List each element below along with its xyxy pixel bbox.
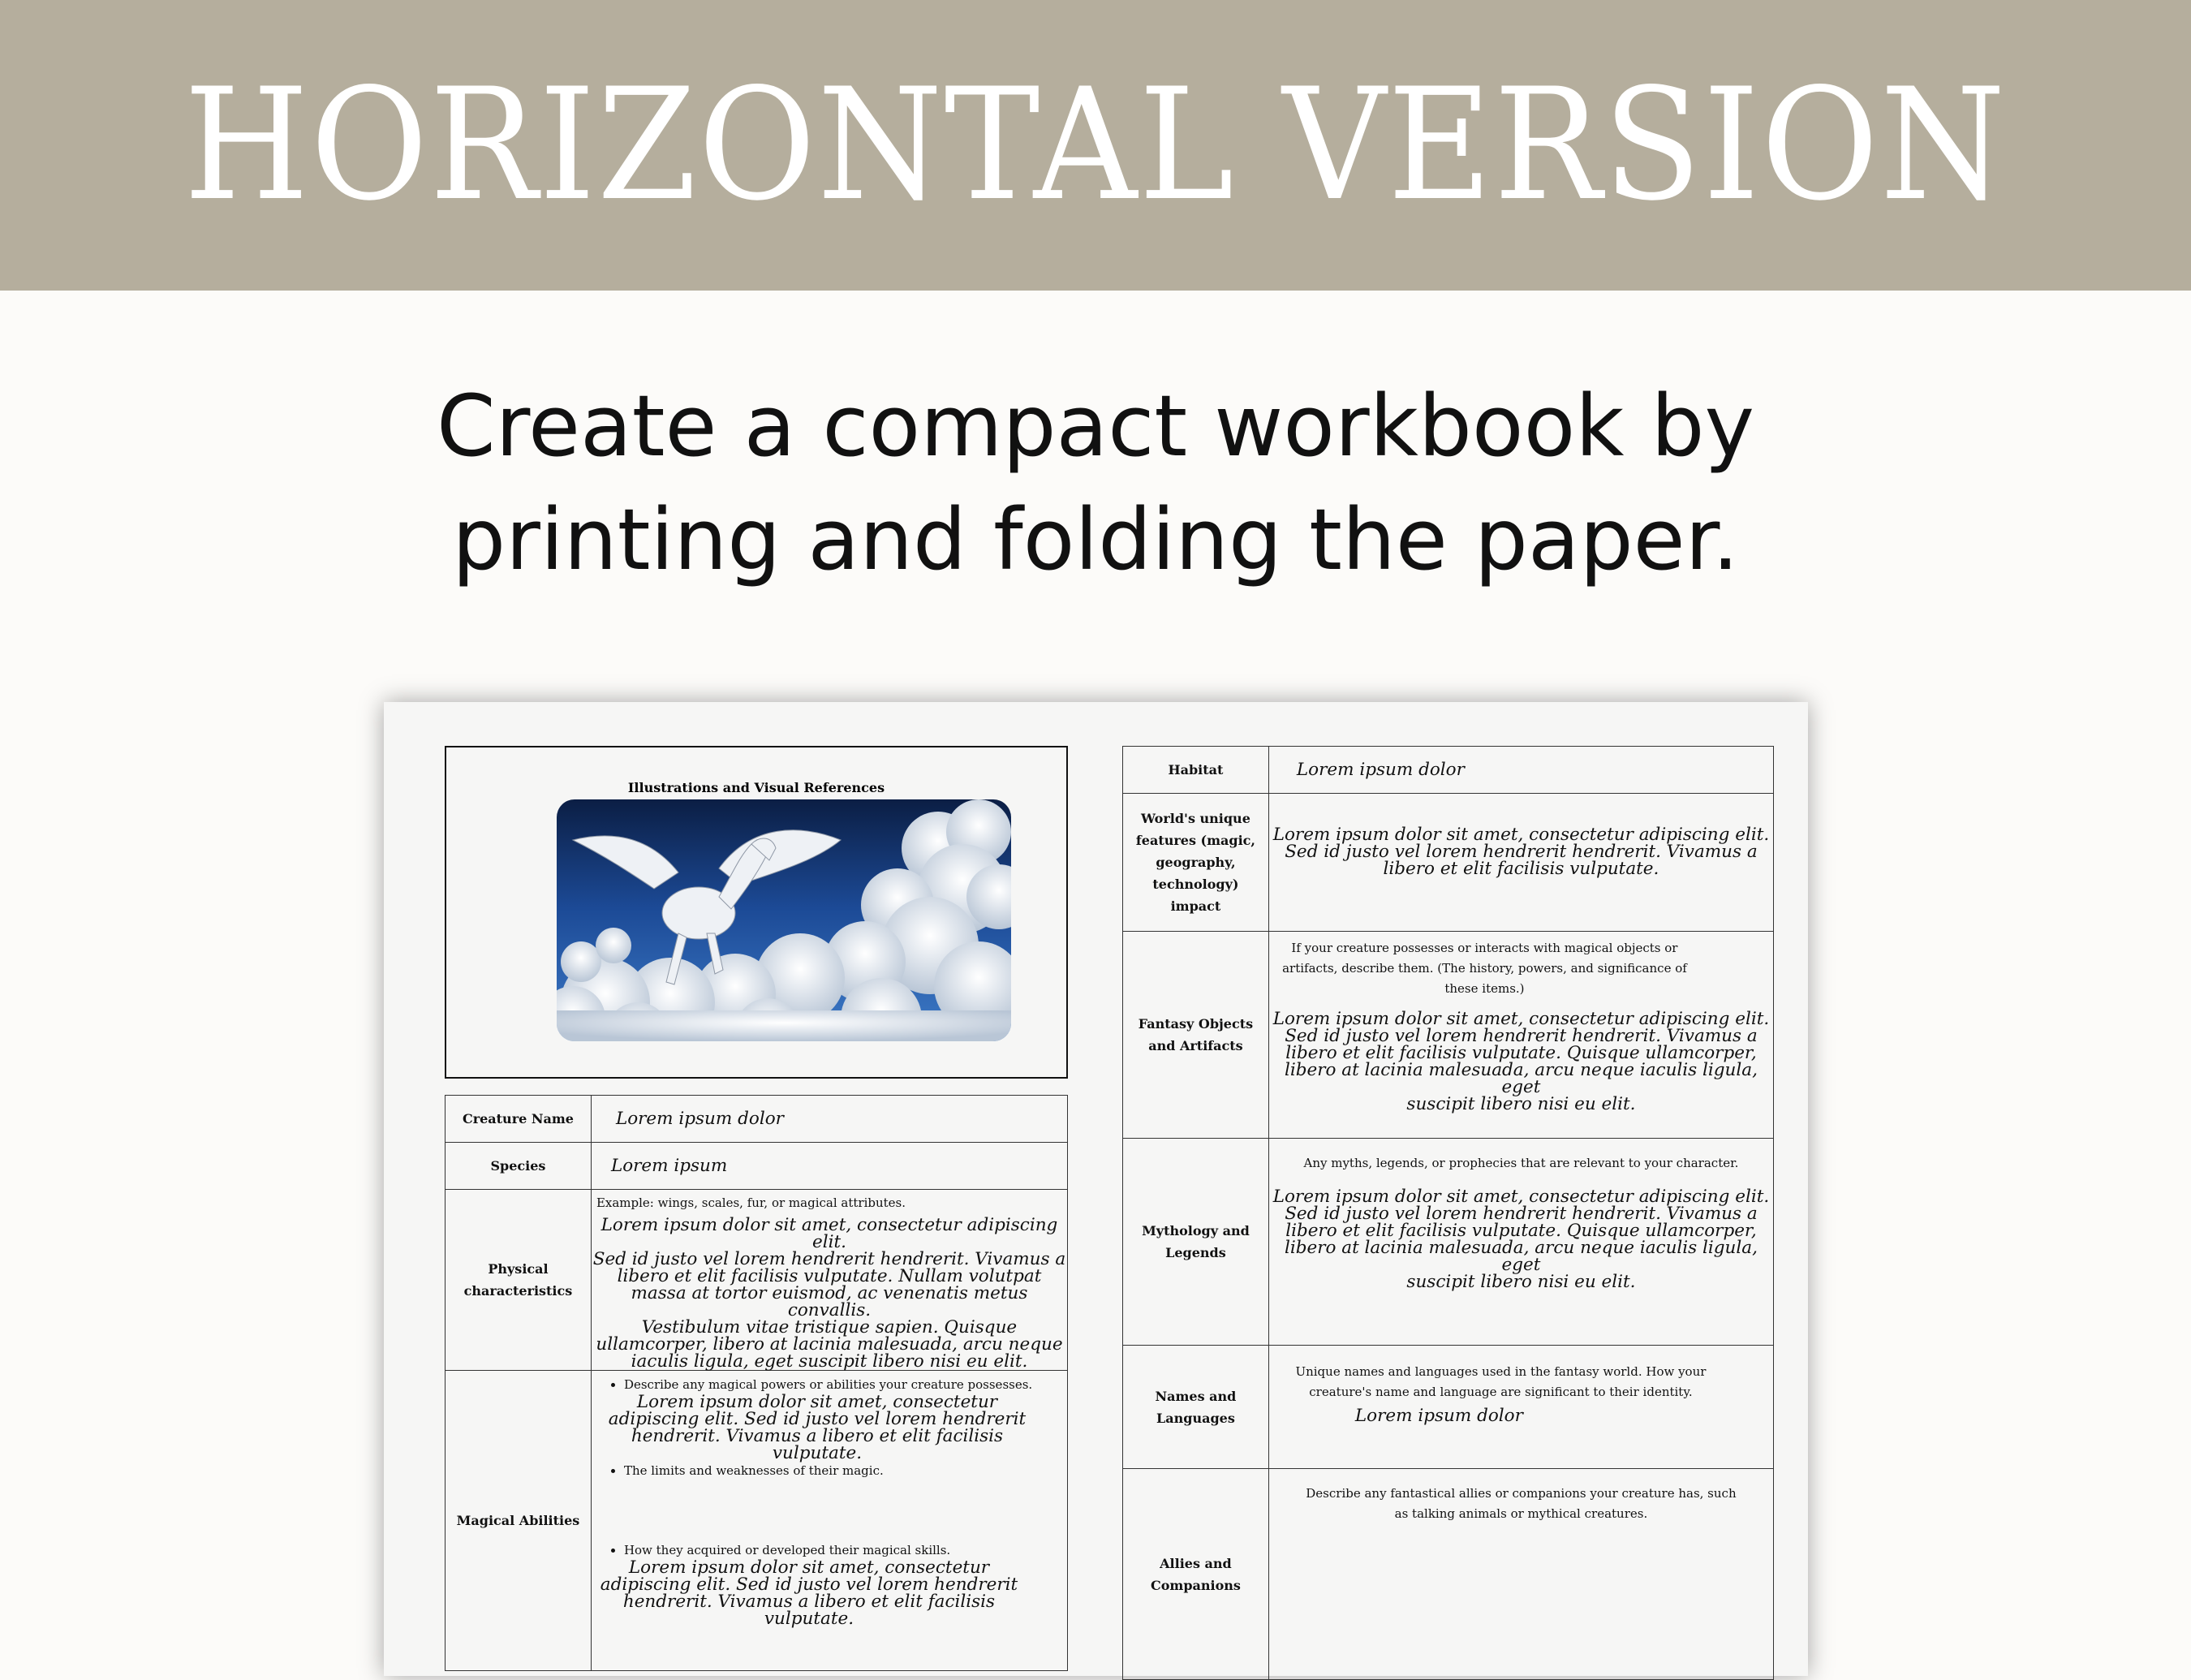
mythology-text-line: suscipit libero nisi eu elit. [1406,1272,1636,1292]
physical-text-line: massa at tortor euismod, ac venenatis metus convallis. [631,1283,1028,1320]
illustration-title: Illustrations and Visual References [627,780,885,795]
mythology-text-line: Sed id justo vel lorem hendrerit hendrerit. Vivamus a [1285,1204,1758,1224]
allies-label-line-1: Allies and [1160,1555,1232,1571]
subtitle-line-1: Create a compact workbook by [436,377,1755,476]
objects-text-line: libero at lacinia malesuada, arcu neque iaculis ligula, eget [1284,1060,1758,1097]
magical-list-1 [592,1371,1067,1394]
magical-label: Magical Abilities [446,1371,592,1671]
magical-text-line: Lorem ipsum dolor sit amet, consectetur [636,1392,998,1412]
magical-bullet-2: • The limits and weaknesses of their magic. [624,1462,1067,1480]
workbook-sheet [384,702,1808,1676]
habitat-label: Habitat [1123,747,1269,794]
mythology-text-line: libero et elit facilisis vulputate. Quisque ullamcorper, [1285,1221,1757,1241]
magical-text-1 [592,1394,1067,1462]
world-label [1123,794,1269,932]
world-row [1123,794,1774,932]
magical-text-line: vulputate. [764,1609,854,1629]
objects-label-line-2: and Artifacts [1148,1038,1243,1053]
mythology-hint: Any myths, legends, or prophecies that are relevant to your character. [1303,1156,1739,1170]
magical-row [446,1371,1068,1671]
mythology-text-line: libero at lacinia malesuada, arcu neque iaculis ligula, eget [1284,1238,1758,1275]
mythology-text [1269,1174,1773,1290]
creature-name-label: Creature Name [446,1096,592,1143]
physical-hint: Example: wings, scales, fur, or magical attributes. [596,1195,906,1210]
physical-text-line: libero et elit facilisis vulputate. Nullam volutpat [617,1266,1042,1286]
illustration-box [445,746,1068,1079]
physical-label-line-1: Physical [488,1261,549,1277]
magical-text-line: Lorem ipsum dolor sit amet, consectetur [628,1557,990,1578]
world-label-line: technology) [1152,877,1239,892]
physical-text [592,1213,1067,1370]
world-label-line: impact [1170,898,1221,914]
magical-text-line: adipiscing elit. Sed id justo vel lorem hendrerit [600,1574,1018,1595]
names-label [1123,1346,1269,1469]
banner-title: HORIZONTAL VERSION [183,55,2008,235]
objects-row [1123,932,1774,1139]
objects-text-line: libero et elit facilisis vulputate. Quisque ullamcorper, [1285,1043,1757,1063]
allies-row [1123,1469,1774,1680]
world-text [1269,826,1773,877]
magical-text-3 [592,1559,1067,1627]
header-banner [0,0,2191,291]
physical-text-line: iaculis ligula, eget suscipit libero nisi eu elit. [631,1351,1028,1372]
objects-label-line-1: Fantasy Objects [1138,1016,1254,1032]
subtitle [0,369,2191,597]
physical-label [446,1190,592,1371]
magical-text-line: hendrerit. Vivamus a libero et elit facilisis [631,1426,1004,1446]
allies-label [1123,1469,1269,1680]
mythology-label-line-1: Mythology and [1142,1223,1250,1238]
objects-text [1269,999,1773,1113]
habitat-value: Lorem ipsum dolor [1296,760,1465,780]
names-value: Lorem ipsum dolor [1354,1406,1523,1426]
world-text-line: Lorem ipsum dolor sit amet, consectetur adipiscing elit. [1272,825,1770,845]
world-label-line: features (magic, [1135,833,1255,848]
subtitle-line-2: printing and folding the paper. [452,490,1739,589]
objects-text-line: Lorem ipsum dolor sit amet, consectetur adipiscing elit. [1272,1009,1770,1029]
objects-hint-line: artifacts, describe them. (The history, powers, and significance of [1282,961,1687,976]
allies-hint-line: Describe any fantastical allies or companions your creature has, such [1306,1486,1737,1501]
names-hint [1269,1362,1773,1402]
magical-text-line: adipiscing elit. Sed id justo vel lorem hendrerit [608,1409,1027,1429]
creature-name-row [446,1096,1068,1143]
physical-text-line: Lorem ipsum dolor sit amet, consectetur adipiscing elit. [600,1215,1058,1252]
world-label-line: World's unique [1141,811,1250,826]
mythology-label-line-2: Legends [1165,1245,1226,1260]
magical-bullet-3: • How they acquired or developed their magical skills. [624,1541,1067,1559]
objects-text-line: suscipit libero nisi eu elit. [1406,1094,1636,1114]
species-value: Lorem ipsum [610,1156,728,1176]
mythology-row [1123,1139,1774,1346]
objects-hint-line: these items.) [1444,981,1525,996]
magical-text-line: vulputate. [772,1443,863,1463]
world-text-line: libero et elit facilisis vulputate. [1383,859,1659,879]
physical-row [446,1190,1068,1371]
names-row [1123,1346,1774,1469]
physical-text-line: Vestibulum vitae tristique sapien. Quisque [641,1317,1018,1338]
creature-table [445,1095,1068,1671]
mythology-cell[interactable] [1268,1139,1773,1346]
magical-list-2 [592,1462,1067,1480]
names-label-line-2: Languages [1156,1410,1235,1426]
creature-name-cell[interactable] [591,1096,1067,1143]
magical-bullet-1: • Describe any magical powers or abilities your creature possesses. [624,1376,1067,1394]
allies-cell[interactable] [1268,1469,1773,1680]
objects-cell[interactable] [1268,932,1773,1139]
magical-text-line: hendrerit. Vivamus a libero et elit facilisis [622,1592,996,1612]
magical-list-3 [592,1541,1067,1559]
creature-name-value: Lorem ipsum dolor [615,1109,784,1129]
species-cell[interactable] [591,1143,1067,1190]
world-text-line: Sed id justo vel lorem hendrerit hendrerit. Vivamus a [1285,842,1758,862]
physical-label-line-2: characteristics [463,1283,573,1299]
world-cell[interactable] [1268,794,1773,932]
objects-hint [1269,938,1773,999]
species-label: Species [446,1143,592,1190]
objects-label [1123,932,1269,1139]
physical-text-line: ullamcorper, libero at lacinia malesuada, arcu neque [596,1334,1063,1355]
allies-hint-line: as talking animals or mythical creatures. [1394,1506,1648,1521]
world-table [1122,746,1774,1680]
species-row [446,1143,1068,1190]
physical-cell[interactable] [591,1190,1067,1371]
physical-text-line: Sed id justo vel lorem hendrerit hendrerit. Vivamus a [592,1249,1066,1269]
mythology-label [1123,1139,1269,1346]
magical-cell[interactable] [591,1371,1067,1671]
names-hint-line: Unique names and languages used in the fantasy world. How your [1295,1364,1707,1379]
names-cell[interactable] [1268,1346,1773,1469]
objects-text-line: Sed id justo vel lorem hendrerit hendrerit. Vivamus a [1285,1026,1758,1046]
mythology-text-line: Lorem ipsum dolor sit amet, consectetur adipiscing elit. [1272,1187,1770,1207]
world-label-line: geography, [1156,855,1236,870]
objects-hint-line: If your creature possesses or interacts with magical objects or [1291,941,1678,955]
pegasus-image [557,799,1011,1041]
allies-hint [1269,1484,1773,1524]
habitat-cell[interactable] [1268,747,1773,794]
allies-label-line-2: Companions [1150,1577,1241,1593]
habitat-row [1123,747,1774,794]
names-hint-line: creature's name and language are significant to their identity. [1309,1385,1693,1399]
names-label-line-1: Names and [1155,1388,1237,1404]
